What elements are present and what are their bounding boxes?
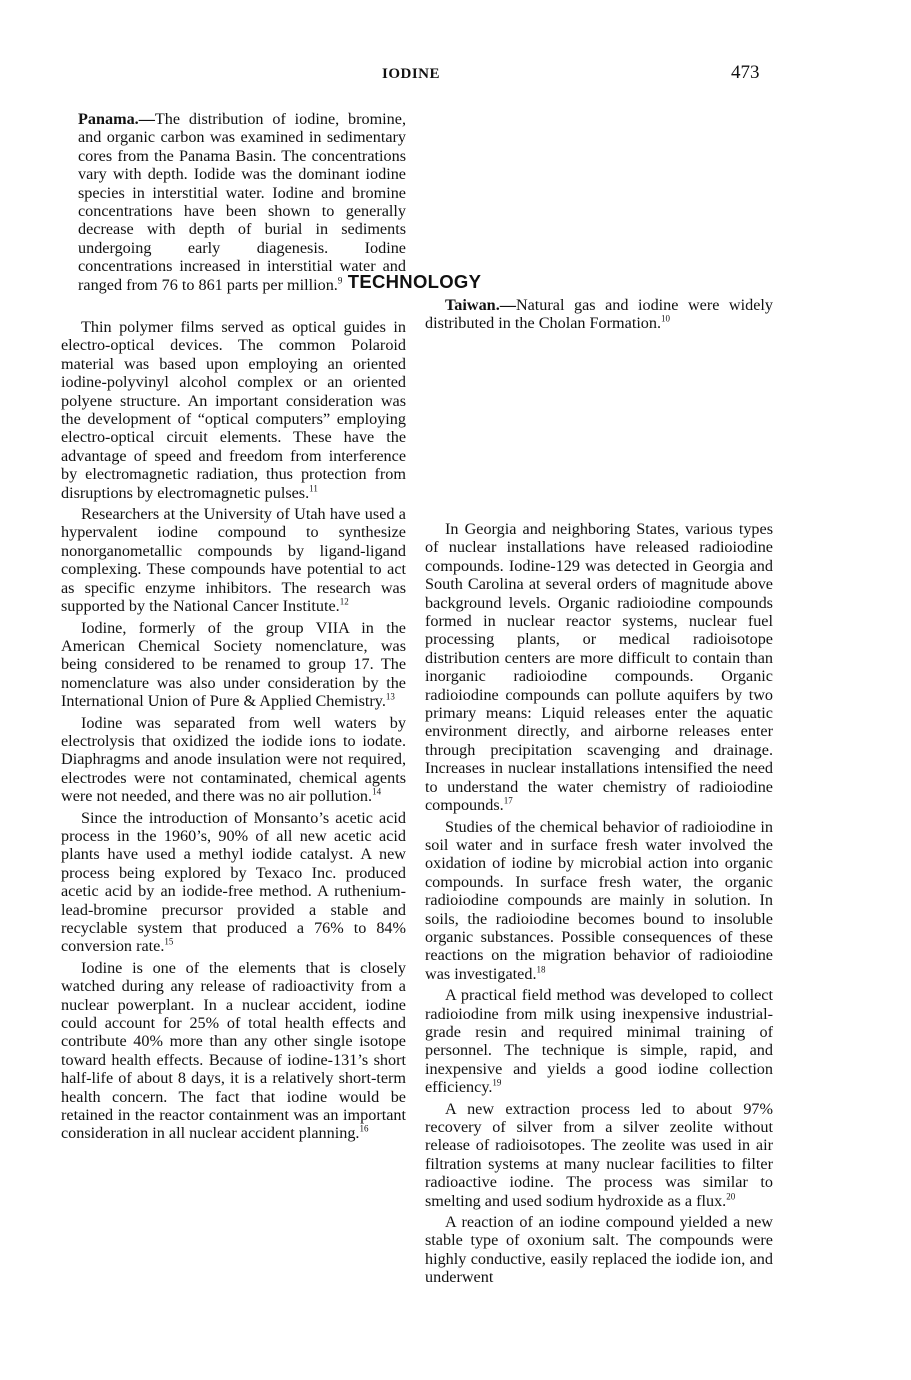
footnote-ref: 10	[661, 314, 671, 325]
footnote-ref: 16	[359, 1124, 369, 1135]
panama-text: The distribution of iodine, bromine, and organic carbon was examined in sedimentary cores from the Panama Basin. The concentrations vary with depth. Iodide was the dominant iodine species in interstitial water. Iodine and bromine concentrations have been shown to generally decrease with depth of burial in sediments undergoing early diagenesis. Iodine concentrations increased in interstitial water and ranged from 76 to 861 parts per million.	[78, 110, 406, 294]
body-paragraph-5: Since the introduction of Monsanto’s acetic acid process in the 1960’s, 90% of all new acetic acid plants have used a methyl iodide catalyst. A new process being explored by Texaco Inc. produced acetic acid by an iodide-free method. A ruthenium-lead-bromine precursor provided a stable and recyclable system that produced a 76% to 84% conversion rate.$^{15}$	[61, 808, 406, 956]
body-paragraph-7: In Georgia and neighboring States, various types of nuclear installations have released radioiodine compounds. Iodine-129 was detected in Georgia and South Carolina at several orders of magnitude above background levels. Organic radioiodine compounds formed in nuclear reactor systems, nuclear fuel processing plants, or medical radioisotope distribution centers are more difficult to contain than inorganic radioiodine compounds. Organic radioiodine compounds can pollute aquifers by two primary means: Liquid releases enter the aquatic environment directly, and airborne releases enter through precipitation scavenging and drainage. Increases in nuclear installations intensified the need to understand the water chemistry of radioiodine compounds.$^{17}$	[425, 520, 773, 815]
footnote-ref: 18	[536, 964, 546, 975]
footnote-ref: 11	[309, 483, 318, 494]
body-paragraph-10: A new extraction process led to about 97% recovery of silver from a silver zeolite without release of radioisotopes. The zeolite was used in air filtration systems at many nuclear facilities to filter radioactive iodine. The process was similar to smelting and used sodium hydroxide as a flux.$^{20}$	[425, 1099, 773, 1210]
section-heading-technology: TECHNOLOGY	[347, 271, 482, 292]
footnote-ref: 15	[164, 937, 174, 948]
body-right-column	[425, 520, 773, 1290]
footnote-ref: 13	[385, 691, 395, 702]
body-paragraph-8: Studies of the chemical behavior of radioiodine in soil water and in surface fresh water involved the oxidation of iodine by microbial action into organic compounds. In surface fresh water, the organic radioiodine compounds are mainly in solution. In soils, the radioiodine becomes bound to insoluble organic substances. Possible consequences of these reactions on the migration behavior of radioiodine was investigated.$^{18}$	[425, 817, 773, 983]
top-right-column	[425, 296, 773, 336]
footnote-ref: 12	[339, 596, 349, 607]
footnote-ref: 9	[337, 275, 343, 286]
taiwan-text: Natural gas and iodine were widely distributed in the Cholan Formation.	[425, 296, 773, 333]
body-left-column	[61, 318, 406, 1146]
panama-paragraph	[78, 110, 406, 294]
taiwan-paragraph	[425, 296, 773, 333]
body-paragraph-9: A practical field method was developed to collect radioiodine from milk using inexpensive industrial-grade resin and required minimal training of personnel. The technique is simple, rapid, and inexpensive and yields a good iodine collection efficiency.$^{19}$	[425, 986, 773, 1097]
footnote-ref: 17	[503, 795, 513, 806]
running-head-title: IODINE	[382, 66, 441, 82]
top-left-column	[78, 110, 406, 297]
body-paragraph-11: A reaction of an iodine compound yielded a new stable type of oxonium salt. The compounds were highly conductive, easily replaced the iodide ion, and underwent	[425, 1213, 773, 1287]
body-paragraph-1: Thin polymer films served as optical guides in electro-optical devices. The common Polaroid material was based upon employing an oriented iodine-polyvinyl alcohol complex or an oriented polyene structure. An important consideration was the development of “optical computers” employing electro-optical circuit elements. These have the advantage of speed and freedom from interference by electromagnetic radiation, thus protection from disruptions by electromagnetic pulses.$^{11}$	[61, 318, 406, 502]
page-number: 473	[731, 62, 760, 83]
body-paragraph-6: Iodine is one of the elements that is closely watched during any release of radioactivity from a nuclear powerplant. In a nuclear accident, iodine could account for 25% of total health effects and contribute 40% more than any other single isotope toward health effects. Because of iodine-131’s short half-life of about 8 days, it is a relatively short-term health concern. The fact that iodine would be retained in the reactor containment was an important consideration in all nuclear accident planning.$^{16}$	[61, 958, 406, 1143]
taiwan-label: Taiwan.—	[445, 296, 516, 314]
footnote-ref: 19	[492, 1077, 502, 1088]
body-paragraph-3: Iodine, formerly of the group VIIA in the American Chemical Society nomenclature, was being considered to be renamed to group 17. The nomenclature was also under consideration by the International Union of Pure & Applied Chemistry.$^{13}$	[61, 618, 406, 711]
body-paragraph-4: Iodine was separated from well waters by electrolysis that oxidized the iodide ions to iodate. Diaphragms and anode insulation were not required, electrodes were not contaminated, chemical agents were not needed, and there was no air pollution.$^{14}$	[61, 713, 406, 806]
panama-label: Panama.—	[78, 110, 155, 128]
body-paragraph-2: Researchers at the University of Utah have used a hypervalent iodine compound to synthesize nonorganometallic compounds by ligand-ligand complexing. These compounds have potential to act as specific enzyme inhibitors. The research was supported by the National Cancer Institute.$^{12}$	[61, 505, 406, 616]
footnote-ref: 14	[372, 786, 382, 797]
footnote-ref: 20	[726, 1191, 736, 1202]
